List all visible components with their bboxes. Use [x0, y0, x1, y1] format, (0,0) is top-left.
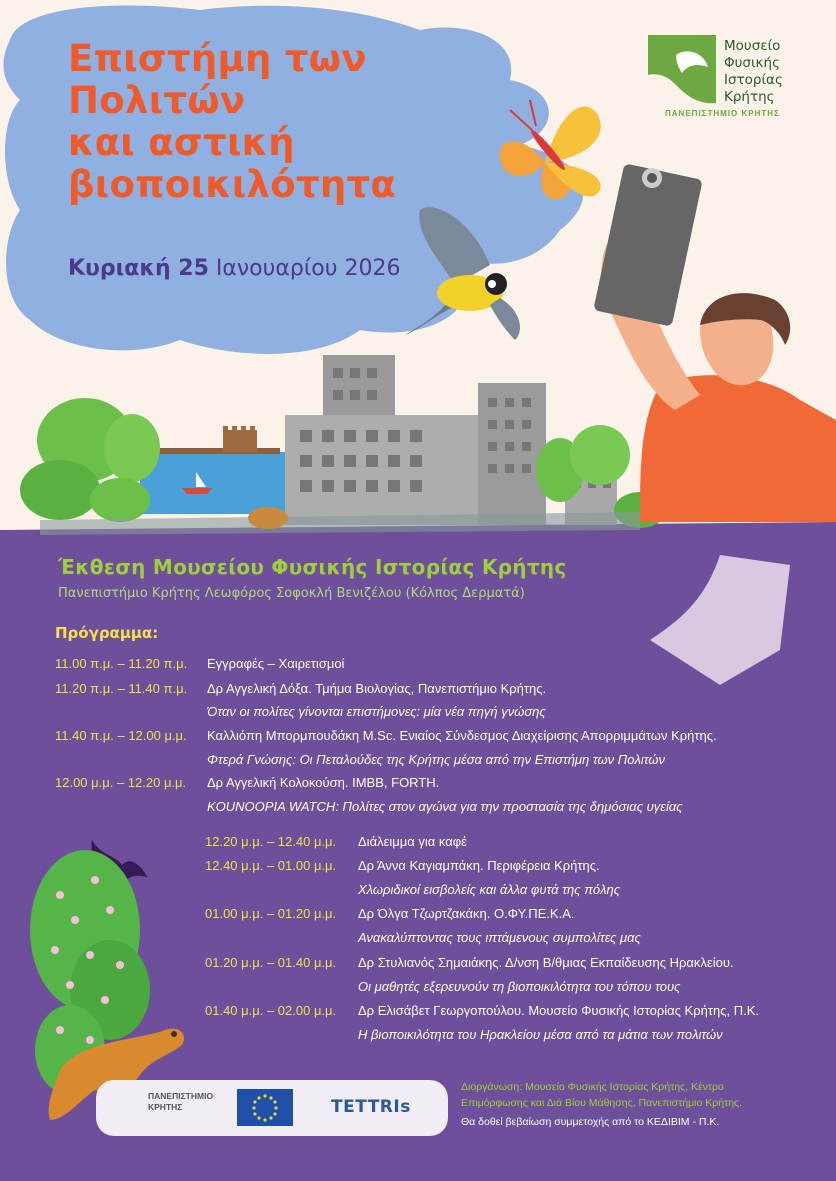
organizers-line: Επιμόρφωσης και Διά Βίου Μάθησης, Πανεπιστήμιο Κρήτης. — [461, 1097, 743, 1109]
program-talk: Χλωριδικοί εισβολείς και άλλα φυτά της πόλης — [358, 882, 621, 897]
title-line: βιοποικιλότητα — [68, 163, 397, 206]
date-month-year: Ιανουαρίου 2026 — [215, 256, 401, 281]
tettris-logo-text: TETTRIs — [331, 1097, 411, 1117]
program-talk: Οι μαθητές εξερευνούν τη βιοποικιλότητα του τόπου τους — [358, 979, 681, 994]
title-line: Πολιτών — [68, 79, 246, 122]
program-talk: Η βιοποικιλότητα του Ηρακλείου μέσα από τα μάτια των πολιτών — [358, 1027, 723, 1042]
program-time: 01.00 μ.μ. – 01.20 μ.μ. — [205, 906, 337, 921]
program-speaker: Δρ Αγγελική Δόξα. Τμήμα Βιολογίας, Πανεπιστήμιο Κρήτης. — [207, 681, 547, 696]
museum-logo-text — [724, 38, 783, 106]
organizers-text — [461, 1079, 742, 1111]
program-time: 11.20 π.μ. – 11.40 π.μ. — [55, 681, 188, 696]
title-line: Επιστήμη των — [68, 37, 367, 80]
program-talk: Όταν οι πολίτες γίνονται επιστήμονες: μία νέα πηγή γνώσης — [207, 704, 546, 719]
program-time: 01.40 μ.μ. – 02.00 μ.μ. — [205, 1003, 337, 1018]
program-time: 12.00 μ.μ. – 12.20 μ.μ. — [55, 775, 187, 790]
logo-line: Φυσικής — [724, 55, 780, 71]
museum-logo-subtitle: ΠΑΝΕΠΙΣΤΗΜΙΟ ΚΡΗΤΗΣ — [665, 109, 780, 118]
program-speaker: Δρ Στυλιανός Σημαιάκης. Δ/νση Β/θμιας Εκπαίδευσης Ηρακλείου. — [358, 955, 734, 970]
title-line: και αστική — [68, 121, 295, 164]
program-speaker: Δρ Όλγα Τζωρτζακάκη. Ο.ΦΥ.ΠΕ.Κ.Α. — [358, 906, 575, 921]
logo-line: Μουσείο — [724, 38, 781, 54]
uoc-logo-text — [148, 1091, 213, 1113]
program-speaker: Διάλειμμα για καφέ — [358, 834, 467, 849]
program-time: 11.40 π.μ. – 12.00 μ.μ. — [55, 728, 187, 743]
logo-line: Κρήτης — [724, 89, 775, 105]
exhibit-heading: Έκθεση Μουσείου Φυσικής Ιστορίας Κρήτης — [58, 555, 567, 579]
organizers-line: Διοργάνωση: Μουσείο Φυσικής Ιστορίας Κρήτης, Κέντρο — [461, 1081, 724, 1093]
logo-line: Ιστορίας — [724, 72, 783, 88]
hedgehog-icon — [248, 507, 288, 529]
date-day: Κυριακή 25 — [68, 256, 209, 281]
program-talk: Φτερά Γνώσης: Οι Πεταλούδες της Κρήτης μέσα από την Επιστήμη των Πολιτών — [207, 752, 666, 767]
uoc-line: ΠΑΝΕΠΙΣΤΗΜΙΟ — [148, 1091, 214, 1101]
program-heading: Πρόγραμμα: — [55, 624, 159, 642]
program-speaker: Εγγραφές – Χαιρετισμοί — [207, 656, 345, 671]
certificate-note: Θα δοθεί βεβαίωση συμμετοχής από το ΚΕΔΙΒΙΜ - Π.Κ. — [461, 1116, 720, 1128]
program-speaker: Δρ Αγγελική Κολοκούση. IMBB, FORTH. — [207, 775, 440, 790]
program-speaker: Δρ Άννα Καγιαμπάκη. Περιφέρεια Κρήτης. — [358, 858, 600, 873]
program-time: 01.20 μ.μ. – 01.40 μ.μ. — [205, 955, 337, 970]
program-speaker: Καλλιόπη Μπορμπουδάκη M.Sc. Ενιαίος Σύνδεσμος Διαχείρισης Απορριμμάτων Κρήτης. — [207, 728, 717, 743]
eu-flag-icon — [237, 1089, 293, 1126]
program-time: 12.40 μ.μ. – 01.00 μ.μ. — [205, 858, 337, 873]
program-talk: Ανακαλύπτοντας τους ιπτάμενους συμπολίτες μας — [358, 930, 641, 945]
event-title — [68, 38, 396, 206]
uoc-line: ΚΡΗΤΗΣ — [148, 1102, 183, 1112]
program-speaker: Δρ Ελισάβετ Γεωργοπούλου. Μουσείο Φυσικής Ιστορίας Κρήτης, Π.Κ. — [358, 1003, 759, 1018]
program-time: 12.20 μ.μ. – 12.40 μ.μ. — [205, 834, 337, 849]
program-talk: KOUNOOPIA WATCH: Πολίτες στον αγώνα για την προστασία της δημόσιας υγείας — [207, 799, 683, 814]
venue-address: Πανεπιστήμιο Κρήτης Λεωφόρος Σοφοκλή Βενιζέλου (Κόλπος Δερματά) — [58, 586, 525, 601]
program-time: 11.00 π.μ. – 11.20 π.μ. — [55, 656, 188, 671]
event-date — [68, 256, 400, 281]
